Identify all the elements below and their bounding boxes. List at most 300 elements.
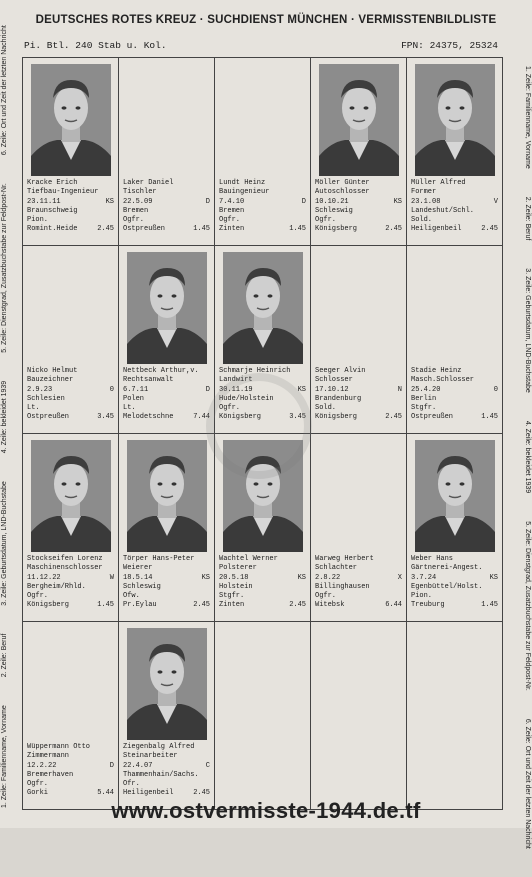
info-text: Wachtel Werner	[219, 555, 278, 563]
info-text: Stgfr.	[411, 404, 437, 413]
info-text: Former	[411, 188, 437, 197]
info-code: 1.45	[481, 413, 498, 422]
person-card	[407, 622, 503, 810]
info-text: Tischler	[123, 188, 157, 197]
info-text: Lt.	[27, 404, 40, 413]
info-text: 10.10.21	[315, 197, 349, 206]
person-info-line	[27, 367, 114, 376]
info-text: Königsberg	[27, 601, 70, 610]
person-info-line	[27, 376, 114, 385]
person-info	[315, 367, 402, 423]
info-text: Warweg Herbert	[315, 555, 374, 563]
side-legend-right	[524, 66, 531, 877]
info-text: 17.10.12	[315, 385, 349, 394]
person-card	[311, 246, 407, 434]
website-footer: www.ostvermisste-1944.de.tf	[111, 798, 421, 823]
person-card	[215, 434, 311, 622]
info-text: Weierer	[123, 564, 153, 573]
person-card	[119, 622, 215, 810]
person-info-line	[27, 395, 114, 404]
info-text: 23.1.08	[411, 197, 441, 206]
person-info-line	[27, 583, 114, 592]
person-info-line	[219, 395, 306, 404]
info-code: 2.45	[385, 413, 402, 422]
person-card	[215, 246, 311, 434]
info-text: Schlosser	[315, 376, 353, 385]
person-info-line	[27, 198, 114, 207]
info-text: Bauingenieur	[219, 188, 270, 197]
info-text: Billinghausen	[315, 582, 370, 591]
person-info	[219, 555, 306, 611]
person-info	[411, 367, 498, 423]
person-info-line	[123, 413, 210, 422]
info-text: Zimmermann	[27, 752, 70, 761]
person-info-line	[123, 376, 210, 385]
person-card	[311, 58, 407, 246]
info-text: Tiefbau-Ingenieur	[27, 188, 99, 197]
info-text: Laker Daniel	[123, 179, 174, 187]
portrait-photo	[415, 440, 495, 552]
person-info-line	[27, 179, 114, 188]
person-info	[123, 179, 210, 235]
portrait-photo	[127, 628, 207, 740]
person-info	[315, 555, 402, 611]
portrait-photo	[223, 440, 303, 552]
info-text: Lt.	[123, 404, 136, 413]
person-info-line	[27, 225, 114, 234]
info-text: Ogfr.	[315, 592, 337, 601]
person-info-line	[411, 367, 498, 376]
unit-label: Pi. Btl. 240 Stab u. Kol.	[24, 40, 167, 51]
info-text: Maschinenschlosser	[27, 564, 103, 573]
side-legend-left	[1, 0, 8, 808]
person-info-line	[411, 574, 498, 583]
person-info-line	[27, 386, 114, 395]
info-text: Melodetschne	[123, 413, 174, 422]
person-info-line	[27, 743, 114, 752]
info-code: 2.45	[193, 601, 210, 610]
person-info-line	[219, 601, 306, 610]
person-info-line	[27, 188, 114, 197]
person-info-line	[219, 376, 306, 385]
portrait-photo	[31, 440, 111, 552]
person-card	[119, 246, 215, 434]
info-text: Ostpreußen	[123, 225, 166, 234]
info-code: W	[109, 573, 114, 582]
portrait-photo	[127, 440, 207, 552]
person-info-line	[123, 564, 210, 573]
person-info-line	[219, 179, 306, 188]
info-text: Zinten	[219, 601, 245, 610]
person-info-line	[123, 780, 210, 789]
info-code: KS	[297, 385, 306, 394]
person-info-line	[219, 564, 306, 573]
person-info-line	[411, 198, 498, 207]
person-info-line	[411, 583, 498, 592]
person-info-line	[123, 225, 210, 234]
person-info-line	[315, 376, 402, 385]
info-text: 6.7.11	[123, 385, 149, 394]
legend-segment: 4. Zeile: bekleidet 1939	[1, 380, 8, 454]
person-info-line	[315, 225, 402, 234]
info-text: Landwirt	[219, 376, 253, 385]
info-text: Ogfr.	[219, 216, 241, 225]
person-info-line	[411, 386, 498, 395]
info-text: Ogfr.	[315, 216, 337, 225]
person-info-line	[219, 413, 306, 422]
info-code: 1.45	[97, 601, 114, 610]
info-text: Schleswig	[315, 206, 353, 215]
info-text: Pion.	[411, 592, 433, 601]
info-text: Egenbüttel/Holst.	[411, 582, 483, 591]
info-code: KS	[105, 197, 114, 206]
person-info-line	[123, 743, 210, 752]
info-code: X	[397, 573, 402, 582]
person-info-line	[123, 601, 210, 610]
info-text: Ogfr.	[123, 216, 145, 225]
person-info-line	[315, 564, 402, 573]
info-code: 1.45	[193, 225, 210, 234]
info-text: 20.5.18	[219, 573, 249, 582]
fpn-label: FPN: 24375, 25324	[401, 40, 498, 51]
legend-segment: 5. Zeile: Dienstgrad, Zusatzbuchstabe zur Feldpost-Nr.	[524, 521, 531, 691]
info-text: Stgfr.	[219, 592, 245, 601]
info-text: 2.8.22	[315, 573, 341, 582]
info-text: Bremerhaven	[27, 770, 74, 779]
info-text: 23.11.11	[27, 197, 61, 206]
info-text: Gorki	[27, 789, 49, 798]
info-text: Pion.	[27, 216, 49, 225]
portrait-photo	[319, 64, 399, 176]
person-info-line	[219, 198, 306, 207]
person-card	[23, 434, 119, 622]
person-info-line	[315, 216, 402, 225]
person-info-line	[315, 404, 402, 413]
person-info-line	[315, 188, 402, 197]
portrait-photo	[223, 252, 303, 364]
info-text: Zinten	[219, 225, 245, 234]
portrait-photo	[415, 64, 495, 176]
person-info-line	[123, 367, 210, 376]
person-info-line	[123, 216, 210, 225]
person-info	[315, 179, 402, 235]
info-text: Lundt Heinz	[219, 179, 266, 187]
info-text: 3.7.24	[411, 573, 437, 582]
info-code: KS	[393, 197, 402, 206]
person-info-line	[315, 592, 402, 601]
person-info-line	[27, 762, 114, 771]
info-code: KS	[201, 573, 210, 582]
document-title: DEUTSCHES ROTES KREUZ · SUCHDIENST MÜNCHEN · VERMISSTENBILDLISTE	[35, 14, 497, 26]
person-info	[123, 743, 210, 799]
info-code: 2.45	[385, 225, 402, 234]
person-info-line	[27, 601, 114, 610]
info-code: 3.45	[289, 413, 306, 422]
person-info-line	[27, 413, 114, 422]
person-info-line	[27, 404, 114, 413]
person-info-line	[123, 198, 210, 207]
person-info-line	[123, 583, 210, 592]
info-code: 5.44	[97, 789, 114, 798]
person-info-line	[27, 207, 114, 216]
info-text: Polsterer	[219, 564, 257, 573]
person-info-line	[27, 574, 114, 583]
info-text: Königsberg	[315, 225, 358, 234]
info-text: Gärtnerei-Angest.	[411, 564, 483, 573]
person-info-line	[219, 386, 306, 395]
person-info-line	[123, 395, 210, 404]
legend-segment: 6. Zeile: Ort und Zeit der letzten Nachricht	[524, 718, 531, 849]
person-card	[23, 622, 119, 810]
info-code: V	[493, 197, 498, 206]
person-info-line	[123, 555, 210, 564]
person-info	[27, 179, 114, 235]
info-text: Königsberg	[315, 413, 358, 422]
person-info-line	[411, 376, 498, 385]
legend-segment: 2. Zeile: Beruf	[1, 633, 8, 678]
legend-segment: 1. Zeile: Familienname, Vorname	[1, 705, 8, 808]
person-info-line	[123, 179, 210, 188]
info-text: Nettbeck Arthur,v.	[123, 367, 199, 375]
info-code: D	[205, 197, 210, 206]
info-text: 2.9.23	[27, 385, 53, 394]
person-info	[27, 555, 114, 611]
person-card	[407, 246, 503, 434]
info-text: 30.11.19	[219, 385, 253, 394]
info-code: C	[205, 761, 210, 770]
person-info-line	[411, 564, 498, 573]
info-text: Seeger Alvin	[315, 367, 366, 375]
person-info-line	[411, 592, 498, 601]
person-info-line	[219, 188, 306, 197]
person-info-line	[123, 592, 210, 601]
info-text: Sold.	[315, 404, 337, 413]
info-text: Steinarbeiter	[123, 752, 178, 761]
person-info	[123, 555, 210, 611]
info-text: Bergheim/Rhld.	[27, 582, 86, 591]
legend-segment: 4. Zeile: bekleidet 1939	[524, 420, 531, 494]
info-text: 25.4.20	[411, 385, 441, 394]
person-info-line	[27, 555, 114, 564]
info-text: Königsberg	[219, 413, 262, 422]
person-info-line	[123, 188, 210, 197]
legend-segment: 3. Zeile: Geburtsdatum, LND-Buchstabe	[524, 268, 531, 393]
person-info-line	[411, 413, 498, 422]
person-info-line	[123, 404, 210, 413]
person-info-line	[123, 762, 210, 771]
info-code: 3.45	[97, 413, 114, 422]
person-info-line	[123, 752, 210, 761]
info-text: Kracke Erich	[27, 179, 78, 187]
info-text: 22.5.09	[123, 197, 153, 206]
person-card	[311, 434, 407, 622]
info-text: Stockseifen Lorenz	[27, 555, 103, 563]
info-text: Ofr.	[123, 780, 140, 789]
legend-segment: 5. Zeile: Dienstgrad, Zusatzbuchstabe zur Feldpost-Nr.	[1, 183, 8, 353]
info-text: Wüppermann Otto	[27, 743, 91, 751]
person-info-line	[27, 771, 114, 780]
person-info-line	[27, 780, 114, 789]
info-code: KS	[489, 573, 498, 582]
person-card	[215, 622, 311, 810]
portrait-photo	[127, 252, 207, 364]
person-info-line	[219, 404, 306, 413]
person-info-line	[27, 592, 114, 601]
person-info-line	[315, 583, 402, 592]
person-info-line	[315, 386, 402, 395]
info-text: 18.5.14	[123, 573, 153, 582]
person-info-line	[27, 564, 114, 573]
person-info	[123, 367, 210, 423]
info-code: 7.44	[193, 413, 210, 422]
info-text: Müller Alfred	[411, 179, 466, 187]
info-text: Ofw.	[123, 592, 140, 601]
info-text: Heiligenbeil	[123, 789, 174, 798]
info-code: 0	[493, 385, 498, 394]
person-info-line	[315, 395, 402, 404]
info-text: 7.4.10	[219, 197, 245, 206]
info-code: 2.45	[289, 601, 306, 610]
info-text: Bremen	[123, 206, 149, 215]
person-card	[119, 58, 215, 246]
missing-persons-grid	[22, 57, 503, 810]
person-card	[407, 58, 503, 246]
info-text: Treuburg	[411, 601, 445, 610]
info-text: Ostpreußen	[411, 413, 454, 422]
info-text: Ostpreußen	[27, 413, 70, 422]
legend-segment: 1. Zeile: Familienname, Vorname	[524, 66, 531, 169]
person-info-line	[411, 555, 498, 564]
person-info-line	[315, 601, 402, 610]
person-card	[311, 622, 407, 810]
info-code: N	[397, 385, 402, 394]
person-info-line	[315, 574, 402, 583]
info-text: Brandenburg	[315, 394, 362, 403]
info-text: Braunschweig	[27, 206, 78, 215]
portrait-photo	[31, 64, 111, 176]
info-text: Heiligenbeil	[411, 225, 462, 234]
info-code: 1.45	[481, 601, 498, 610]
legend-segment: 3. Zeile: Geburtsdatum, LND-Buchstabe	[1, 481, 8, 606]
info-text: Schlachter	[315, 564, 358, 573]
info-text: Autoschlosser	[315, 188, 370, 197]
info-text: Stadie Heinz	[411, 367, 462, 375]
info-text: Ogfr.	[27, 592, 49, 601]
info-text: Sold.	[411, 216, 433, 225]
info-text: Pr.Eylau	[123, 601, 157, 610]
legend-segment: 6. Zeile: Ort und Zeit der letzten Nachricht	[1, 25, 8, 156]
person-info-line	[123, 771, 210, 780]
person-info-line	[411, 225, 498, 234]
person-info	[219, 367, 306, 423]
person-info-line	[123, 386, 210, 395]
info-text: Schleswig	[123, 582, 161, 591]
info-text: Nicko Helmut	[27, 367, 78, 375]
person-info	[411, 179, 498, 235]
info-code: D	[301, 197, 306, 206]
person-info-line	[315, 179, 402, 188]
info-text: Ziegenbalg Alfred	[123, 743, 195, 751]
info-text: Romint.Heide	[27, 225, 78, 234]
person-card	[407, 434, 503, 622]
person-info-line	[123, 207, 210, 216]
person-info-line	[411, 216, 498, 225]
info-code: 6.44	[385, 601, 402, 610]
person-card	[23, 58, 119, 246]
info-text: Schlesien	[27, 394, 65, 403]
person-info-line	[315, 367, 402, 376]
person-info	[27, 743, 114, 799]
person-info-line	[219, 592, 306, 601]
person-info-line	[315, 413, 402, 422]
person-info-line	[27, 752, 114, 761]
info-text: Hude/Holstein	[219, 394, 274, 403]
person-info-line	[219, 583, 306, 592]
person-info-line	[411, 207, 498, 216]
person-info-line	[315, 207, 402, 216]
info-code: 2.45	[193, 789, 210, 798]
info-code: D	[205, 385, 210, 394]
person-info	[27, 367, 114, 423]
info-text: Witebsk	[315, 601, 345, 610]
person-info-line	[315, 555, 402, 564]
info-code: D	[109, 761, 114, 770]
info-code: 0	[109, 385, 114, 394]
info-text: 22.4.07	[123, 761, 153, 770]
info-text: Bremen	[219, 206, 245, 215]
person-info-line	[123, 574, 210, 583]
person-info	[411, 555, 498, 611]
person-info-line	[411, 395, 498, 404]
person-info-line	[411, 188, 498, 197]
person-card	[23, 246, 119, 434]
person-card	[215, 58, 311, 246]
person-info-line	[219, 574, 306, 583]
person-info-line	[219, 367, 306, 376]
info-text: Schmarje Heinrich	[219, 367, 291, 375]
info-text: Holstein	[219, 582, 253, 591]
person-info-line	[411, 601, 498, 610]
info-text: 12.2.22	[27, 761, 57, 770]
info-text: Berlin	[411, 394, 437, 403]
person-info	[219, 179, 306, 235]
info-text: Bauzeichner	[27, 376, 74, 385]
info-text: Masch.Schlosser	[411, 376, 475, 385]
person-info-line	[219, 555, 306, 564]
info-text: 11.12.22	[27, 573, 61, 582]
info-text: Möller Günter	[315, 179, 370, 187]
info-text: Rechtsanwalt	[123, 376, 174, 385]
info-code: KS	[297, 573, 306, 582]
info-code: 2.45	[481, 225, 498, 234]
info-text: Polen	[123, 394, 145, 403]
person-info-line	[219, 225, 306, 234]
person-info-line	[411, 404, 498, 413]
info-text: Ogfr.	[219, 404, 241, 413]
info-code: 1.45	[289, 225, 306, 234]
info-text: Törper Hans-Peter	[123, 555, 195, 563]
person-card	[119, 434, 215, 622]
legend-segment: 2. Zeile: Beruf	[524, 196, 531, 241]
person-info-line	[411, 179, 498, 188]
info-text: Thammenhain/Sachs.	[123, 770, 199, 779]
info-code: 2.45	[97, 225, 114, 234]
info-text: Landeshut/Schl.	[411, 206, 475, 215]
person-info-line	[315, 198, 402, 207]
person-info-line	[219, 207, 306, 216]
info-text: Weber Hans	[411, 555, 454, 563]
person-info-line	[27, 216, 114, 225]
